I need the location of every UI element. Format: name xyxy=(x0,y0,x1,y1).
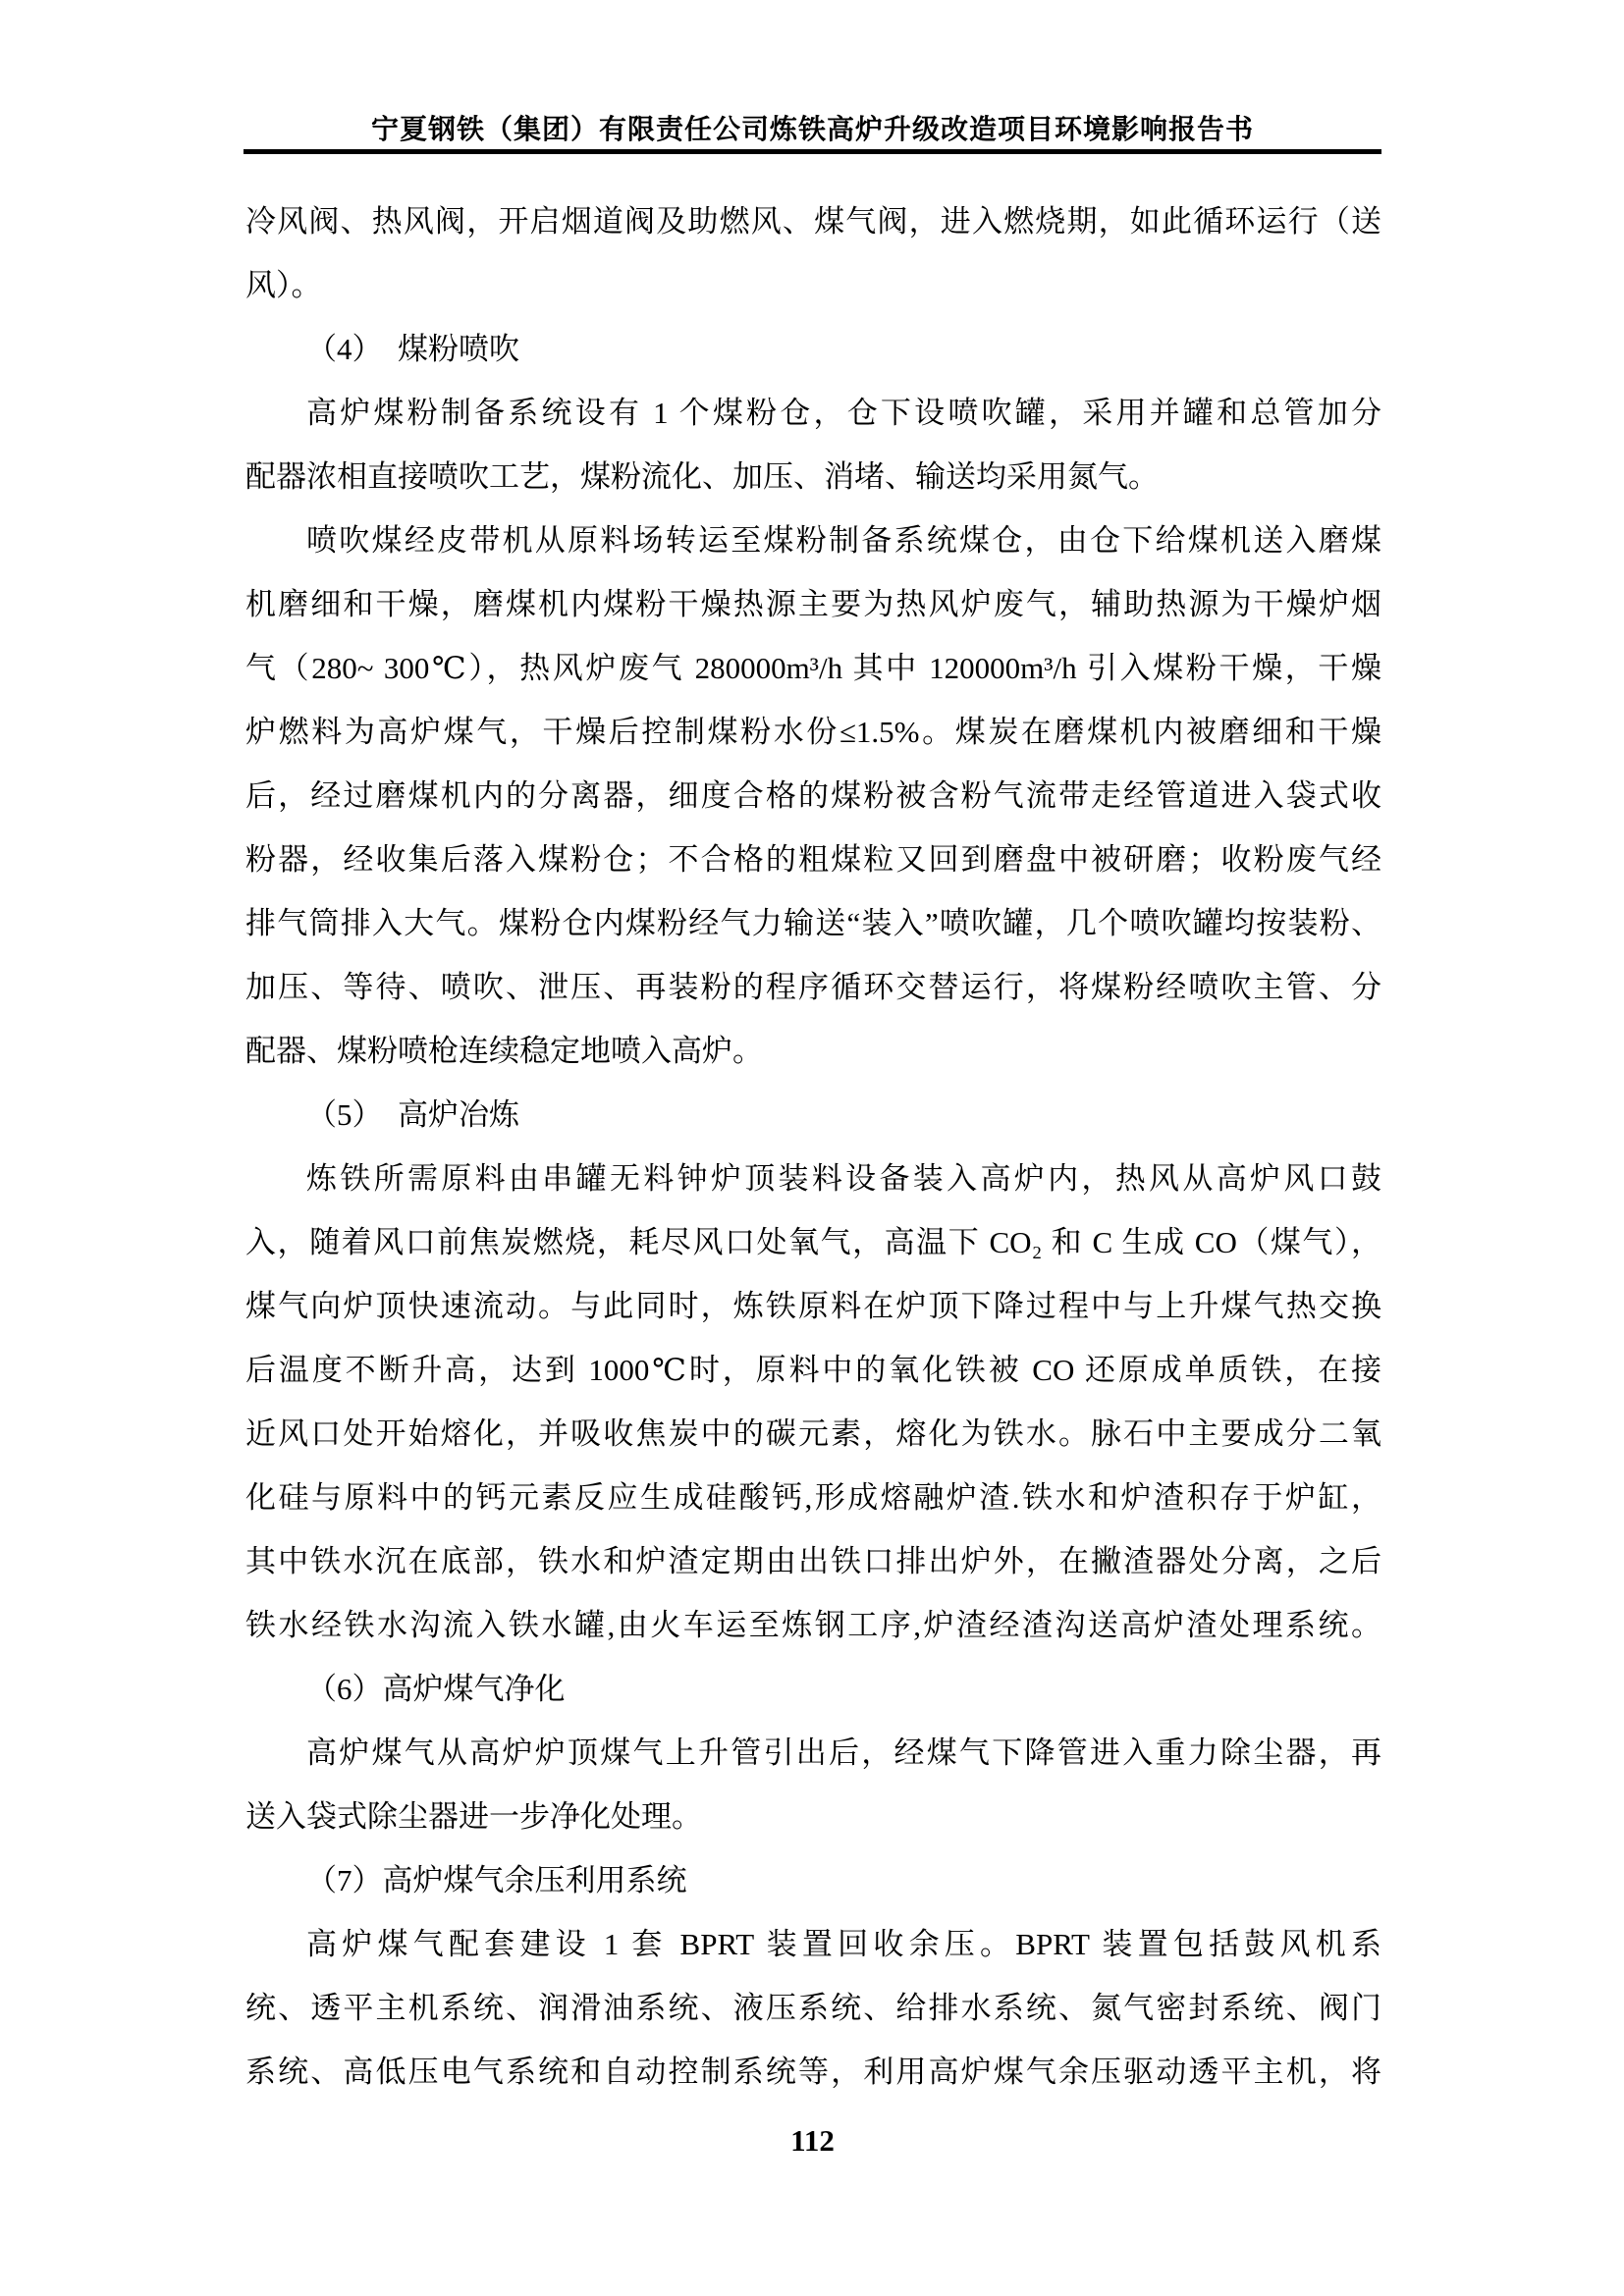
text-line: 高炉煤气配套建设 1 套 BPRT 装置回收余压。BPRT 装置包括鼓风机系 xyxy=(306,1927,1381,1961)
text-line: 粉器，经收集后落入煤粉仓；不合格的粗煤粒又回到磨盘中被研磨；收粉废气经 xyxy=(245,842,1381,877)
text-line: 高炉煤粉制备系统设有 1 个煤粉仓，仓下设喷吹罐，采用并罐和总管加分 xyxy=(306,396,1381,430)
text-line: 系统、高低压电气系统和自动控制系统等，利用高炉煤气余压驱动透平主机，将 xyxy=(245,2055,1381,2089)
page-number: 112 xyxy=(790,2123,835,2158)
text-line: 机磨细和干燥，磨煤机内煤粉干燥热源主要为热风炉废气，辅助热源为干燥炉烟 xyxy=(245,587,1381,621)
text-line: 化硅与原料中的钙元素反应生成硅酸钙,形成熔融炉渣.铁水和炉渣积存于炉缸， xyxy=(245,1480,1381,1515)
text-line: 配器、煤粉喷枪连续稳定地喷入高炉。 xyxy=(245,1034,763,1068)
text-line: 统、透平主机系统、润滑油系统、液压系统、给排水系统、氮气密封系统、阀门 xyxy=(245,1991,1381,2025)
header-title: 宁夏钢铁（集团）有限责任公司炼铁高炉升级改造项目环境影响报告书 xyxy=(370,115,1254,145)
text-line: 其中铁水沉在底部，铁水和炉渣定期由出铁口排出炉外，在撇渣器处分离，之后 xyxy=(245,1544,1381,1578)
text-line: 风）。 xyxy=(245,268,322,302)
text-line: 喷吹煤经皮带机从原料场转运至煤粉制备系统煤仓，由仓下给煤机送入磨煤 xyxy=(306,523,1381,558)
text-line: 炉燃料为高炉煤气，干燥后控制煤粉水份≤1.5%。煤炭在磨煤机内被磨细和干燥 xyxy=(245,715,1381,749)
text-line: 送入袋式除尘器进一步净化处理。 xyxy=(245,1799,702,1834)
text-line: 近风口处开始熔化，并吸收焦炭中的碳元素，熔化为铁水。脉石中主要成分二氧 xyxy=(245,1416,1381,1451)
text-line: 炼铁所需原料由串罐无料钟炉顶装料设备装入高炉内，热风从高炉风口鼓 xyxy=(306,1161,1381,1196)
text-line: （5） 高炉冶炼 xyxy=(306,1097,519,1132)
text-line: 配器浓相直接喷吹工艺，煤粉流化、加压、消堵、输送均采用氮气。 xyxy=(245,459,1159,494)
text-line: 排气筒排入大气。煤粉仓内煤粉经气力输送“装入”喷吹罐，几个喷吹罐均按装粉、 xyxy=(245,906,1381,940)
text-line: 加压、等待、喷吹、泄压、再装粉的程序循环交替运行，将煤粉经喷吹主管、分 xyxy=(245,970,1381,1004)
text-line: （4） 煤粉喷吹 xyxy=(306,332,519,366)
text-line: 气（280~ 300℃），热风炉废气 280000m³/h 其中 120000m³/h 引入煤粉干燥，干燥 xyxy=(245,651,1381,685)
text-line: 高炉煤气从高炉炉顶煤气上升管引出后，经煤气下降管进入重力除尘器，再 xyxy=(306,1735,1381,1770)
text-line: （6）高炉煤气净化 xyxy=(306,1672,566,1706)
text-line: 煤气向炉顶快速流动。与此同时，炼铁原料在炉顶下降过程中与上升煤气热交换 xyxy=(245,1289,1381,1323)
text-line: 冷风阀、热风阀，开启烟道阀及助燃风、煤气阀，进入燃烧期，如此循环运行（送 xyxy=(245,204,1381,239)
text-line: 入，随着风口前焦炭燃烧，耗尽风口处氧气，高温下 CO₂ 和 C 生成 CO（煤气）， xyxy=(245,1225,1381,1259)
text-line: 后温度不断升高，达到 1000℃时，原料中的氧化铁被 CO 还原成单质铁，在接 xyxy=(245,1353,1381,1387)
text-line: 后，经过磨煤机内的分离器，细度合格的煤粉被含粉气流带走经管道进入袋式收 xyxy=(245,778,1381,813)
header-rule xyxy=(244,149,1381,154)
text-line: （7）高炉煤气余压利用系统 xyxy=(306,1863,687,1897)
page-footer xyxy=(244,2123,1381,2159)
text-line: 铁水经铁水沟流入铁水罐,由火车运至炼钢工序,炉渣经渣沟送高炉渣处理系统。 xyxy=(245,1608,1381,1642)
document-body xyxy=(245,189,1381,2104)
